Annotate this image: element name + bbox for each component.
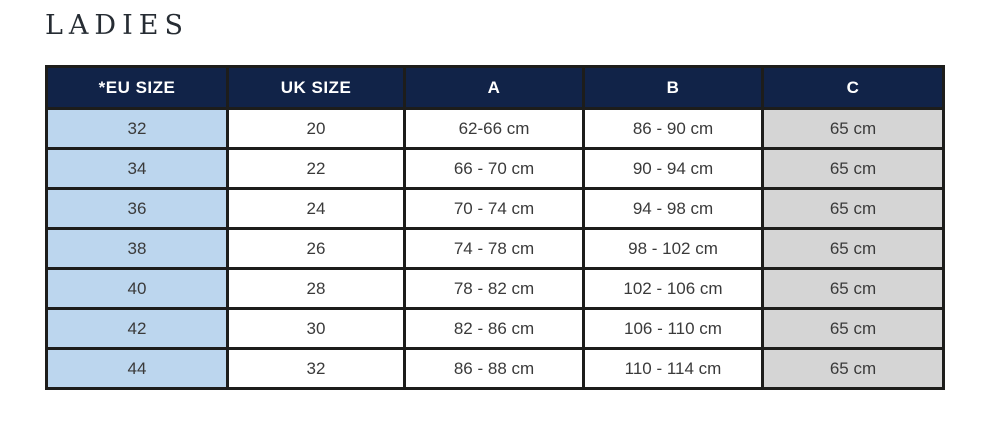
header-eu-size: *EU SIZE	[47, 67, 228, 109]
cell-measurement-a: 86 - 88 cm	[405, 349, 584, 389]
table-header	[47, 67, 944, 109]
table-row	[47, 349, 944, 389]
cell-measurement-c: 65 cm	[763, 309, 944, 349]
cell-uk-size: 28	[228, 269, 405, 309]
cell-measurement-a: 62-66 cm	[405, 109, 584, 149]
cell-uk-size: 32	[228, 349, 405, 389]
header-measurement-a: A	[405, 67, 584, 109]
cell-measurement-a: 70 - 74 cm	[405, 189, 584, 229]
cell-eu-size: 36	[47, 189, 228, 229]
cell-measurement-b: 98 - 102 cm	[584, 229, 763, 269]
table-row	[47, 229, 944, 269]
cell-uk-size: 20	[228, 109, 405, 149]
cell-eu-size: 44	[47, 349, 228, 389]
cell-measurement-a: 74 - 78 cm	[405, 229, 584, 269]
cell-measurement-a: 78 - 82 cm	[405, 269, 584, 309]
header-row	[47, 67, 944, 109]
cell-uk-size: 30	[228, 309, 405, 349]
table-body	[47, 109, 944, 389]
header-measurement-c: C	[763, 67, 944, 109]
ladies-size-table	[45, 65, 945, 390]
table-row	[47, 149, 944, 189]
cell-eu-size: 38	[47, 229, 228, 269]
cell-eu-size: 34	[47, 149, 228, 189]
cell-measurement-b: 90 - 94 cm	[584, 149, 763, 189]
cell-measurement-c: 65 cm	[763, 349, 944, 389]
cell-eu-size: 42	[47, 309, 228, 349]
cell-measurement-c: 65 cm	[763, 149, 944, 189]
header-measurement-b: B	[584, 67, 763, 109]
table-row	[47, 269, 944, 309]
cell-measurement-a: 82 - 86 cm	[405, 309, 584, 349]
table-row	[47, 109, 944, 149]
cell-measurement-b: 86 - 90 cm	[584, 109, 763, 149]
cell-uk-size: 24	[228, 189, 405, 229]
cell-measurement-b: 102 - 106 cm	[584, 269, 763, 309]
cell-uk-size: 22	[228, 149, 405, 189]
page-title: LADIES	[45, 10, 189, 41]
cell-measurement-b: 94 - 98 cm	[584, 189, 763, 229]
cell-measurement-c: 65 cm	[763, 109, 944, 149]
cell-measurement-c: 65 cm	[763, 269, 944, 309]
cell-measurement-c: 65 cm	[763, 189, 944, 229]
table-row	[47, 189, 944, 229]
cell-eu-size: 32	[47, 109, 228, 149]
cell-measurement-c: 65 cm	[763, 229, 944, 269]
header-uk-size: UK SIZE	[228, 67, 405, 109]
cell-uk-size: 26	[228, 229, 405, 269]
cell-measurement-b: 110 - 114 cm	[584, 349, 763, 389]
cell-eu-size: 40	[47, 269, 228, 309]
table-row	[47, 309, 944, 349]
cell-measurement-b: 106 - 110 cm	[584, 309, 763, 349]
cell-measurement-a: 66 - 70 cm	[405, 149, 584, 189]
